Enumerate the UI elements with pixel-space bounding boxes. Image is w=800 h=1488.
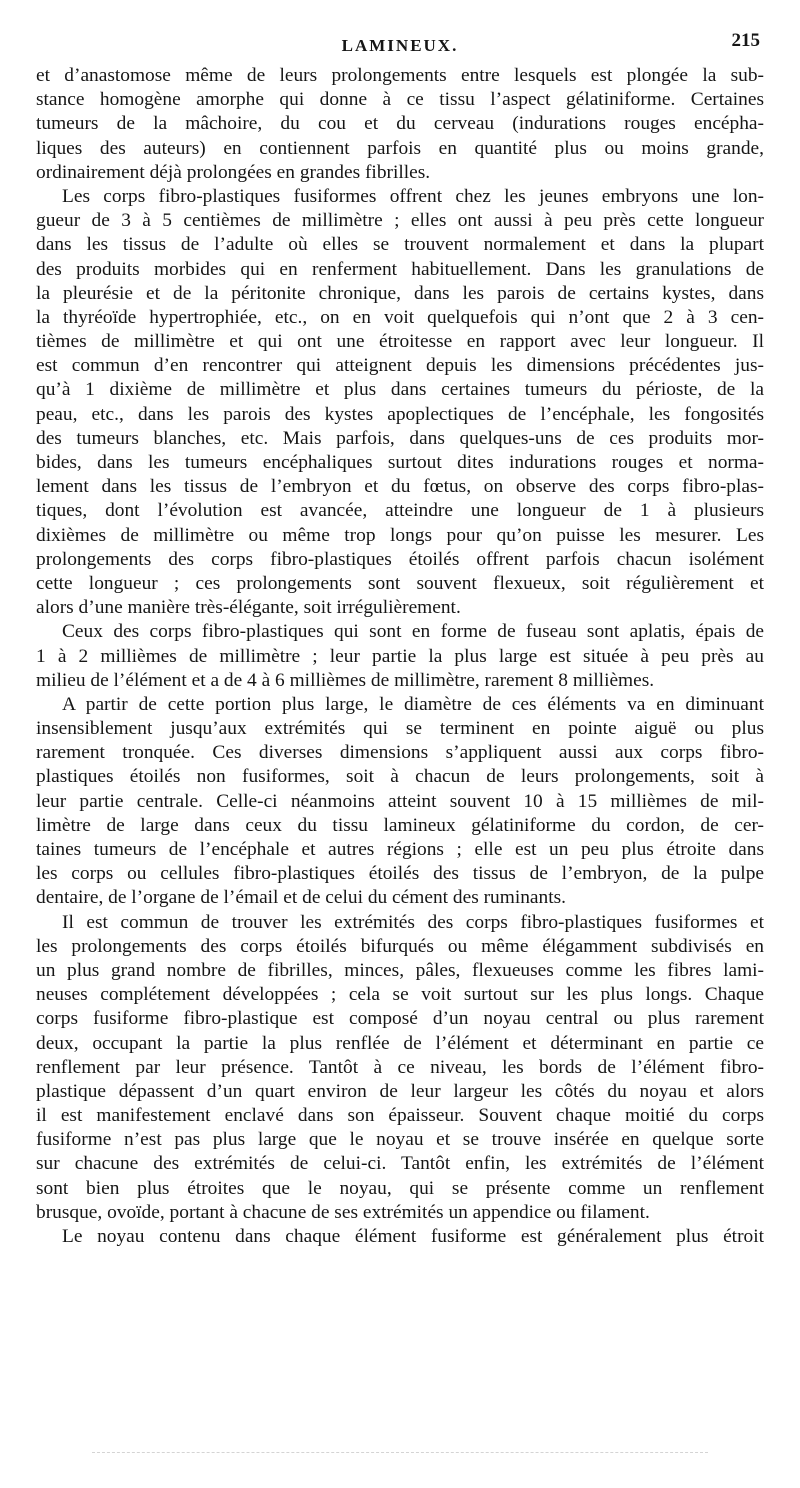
text-line: il est manifestement enclavé dans son épaisseur. Souvent chaque moitié du corps [36,1105,764,1127]
text-line: neuses complétement développées ; cela se voit surtout sur les plus longs. Chaque [36,984,764,1006]
text-line: stance homogène amorphe qui donne à ce tissu l’aspect gélatiniforme. Certaines [36,89,764,111]
text-line: qu’à 1 dixième de millimètre et plus dans certaines tumeurs du périoste, de la [36,379,764,401]
text-line: renflement par leur présence. Tantôt à ce niveau, les bords de l’élément fibro- [36,1056,764,1078]
text-line: prolongements des corps fibro-plastiques étoilés offrent parfois chacun isolément [36,548,764,570]
text-line: plastiques étoilés non fusiformes, soit à chacun de leurs prolongements, soit à [36,766,764,788]
text-line: rarement tronquée. Ces diverses dimensions s’appliquent aussi aux corps fibro- [36,742,764,764]
text-line: lement dans les tissus de l’embryon et du fœtus, on observe des corps fibro-plas- [36,476,764,498]
text-line: liques des auteurs) en contiennent parfois en quantité plus ou moins grande, [36,137,764,159]
text-line: et d’anastomose même de leurs prolongements entre lesquels est plongée la sub- [36,65,764,86]
text-line: fusiforme n’est pas plus large que le noyau et se trouve insérée en quelque sorte [36,1129,764,1151]
text-line: A partir de cette portion plus large, le diamètre de ces éléments va en diminuant [62,693,764,715]
text-line: brusque, ovoïde, portant à chacune de ses extrémités un appendice ou filament. [36,1201,650,1223]
text-line: insensiblement jusqu’aux extrémités qui se terminent en pointe aiguë ou plus [36,718,764,740]
text-line: taines tumeurs de l’encéphale et autres régions ; elle est un peu plus étroite dans [36,839,764,860]
text-line: un plus grand nombre de fibrilles, minces, pâles, flexueuses comme les fibres lami- [36,959,764,981]
text-line: est commun d’en rencontrer qui atteignent depuis les dimensions précédentes jus- [36,355,764,377]
text-line: tumeurs de la mâchoire, du cou et du cerveau (indurations rouges encépha- [36,113,764,135]
text-line: limètre de large dans ceux du tissu lamineux gélatiniforme du cordon, de cer- [36,814,764,836]
text-line: Ceux des corps fibro-plastiques qui sont en forme de fuseau sont aplatis, épais de [62,621,764,643]
page-number: 215 [731,30,760,51]
bottom-divider [92,1452,708,1453]
body-text [36,64,764,1249]
text-line: Le noyau contenu dans chaque élément fusiforme est généralement plus étroit [62,1226,764,1247]
text-line: deux, occupant la partie la plus renflée de l’élément et déterminant en partie ce [36,1032,764,1054]
text-line: dixièmes de millimètre ou même trop longs pour qu’on puisse les mesurer. Les [36,524,764,546]
text-line: sont bien plus étroites que le noyau, qui se présente comme un renflement [36,1177,764,1199]
text-line: bides, dans les tumeurs encéphaliques surtout dites indurations rouges et norma- [36,452,764,473]
text-line: ordinairement déjà prolongées en grandes fibrilles. [36,161,431,183]
text-line: alors d’une manière très-élégante, soit irrégulièrement. [36,597,461,619]
text-line: Il est commun de trouver les extrémités des corps fibro-plastiques fusiformes et [62,911,764,933]
running-head: LAMINEUX. [341,36,459,55]
text-line: plastique dépassent d’un quart environ de leur largeur les côtés du noyau et alors [36,1080,764,1102]
text-line: peau, etc., dans les parois des kystes apoplectiques de l’encéphale, les fongosités [36,403,764,425]
text-line: corps fusiforme fibro-plastique est composé d’un noyau central ou plus rarement [36,1008,764,1030]
text-line: des produits morbides qui en renferment habituellement. Dans les granulations de [36,258,764,280]
text-line: cette longueur ; ces prolongements sont souvent flexueux, soit régulièrement et [36,572,764,594]
page-header [36,30,764,60]
text-line: milieu de l’élément et a de 4 à 6 millièmes de millimètre, rarement 8 millièmes. [36,669,655,691]
text-line: tiques, dont l’évolution est avancée, atteindre une longueur de 1 à plusieurs [36,500,764,522]
text-line: des tumeurs blanches, etc. Mais parfois, dans quelques-uns de ces produits mor- [36,427,764,449]
text-line: dans les tissus de l’adulte où elles se trouvent normalement et dans la plupart [36,234,764,256]
text-line: la pleurésie et de la péritonite chronique, dans les parois de certains kystes, dans [36,282,764,304]
text-line: les prolongements des corps étoilés bifurqués ou même élégamment subdivisés en [36,935,764,957]
text-line: la thyréoïde hypertrophiée, etc., on en voit quelquefois qui n’ont que 2 à 3 cen- [36,306,764,328]
text-line: sur chacune des extrémités de celui-ci. Tantôt enfin, les extrémités de l’élément [36,1153,764,1175]
text-line: gueur de 3 à 5 centièmes de millimètre ; elles ont aussi à peu près cette longueur [36,210,764,232]
text-line: Les corps fibro-plastiques fusiformes offrent chez les jeunes embryons une lon- [62,185,764,207]
text-line: leur partie centrale. Celle-ci néanmoins atteint souvent 10 à 15 millièmes de mil- [36,790,764,812]
text-line: dentaire, de l’organe de l’émail et de celui du cément des ruminants. [36,887,566,909]
text-line: les corps ou cellules fibro-plastiques étoilés des tissus de l’embryon, de la pulpe [36,863,764,885]
text-line: 1 à 2 millièmes de millimètre ; leur partie la plus large est située à peu près au [36,645,764,667]
text-line: tièmes de millimètre et qui ont une étroitesse en rapport avec leur longueur. Il [36,331,764,353]
